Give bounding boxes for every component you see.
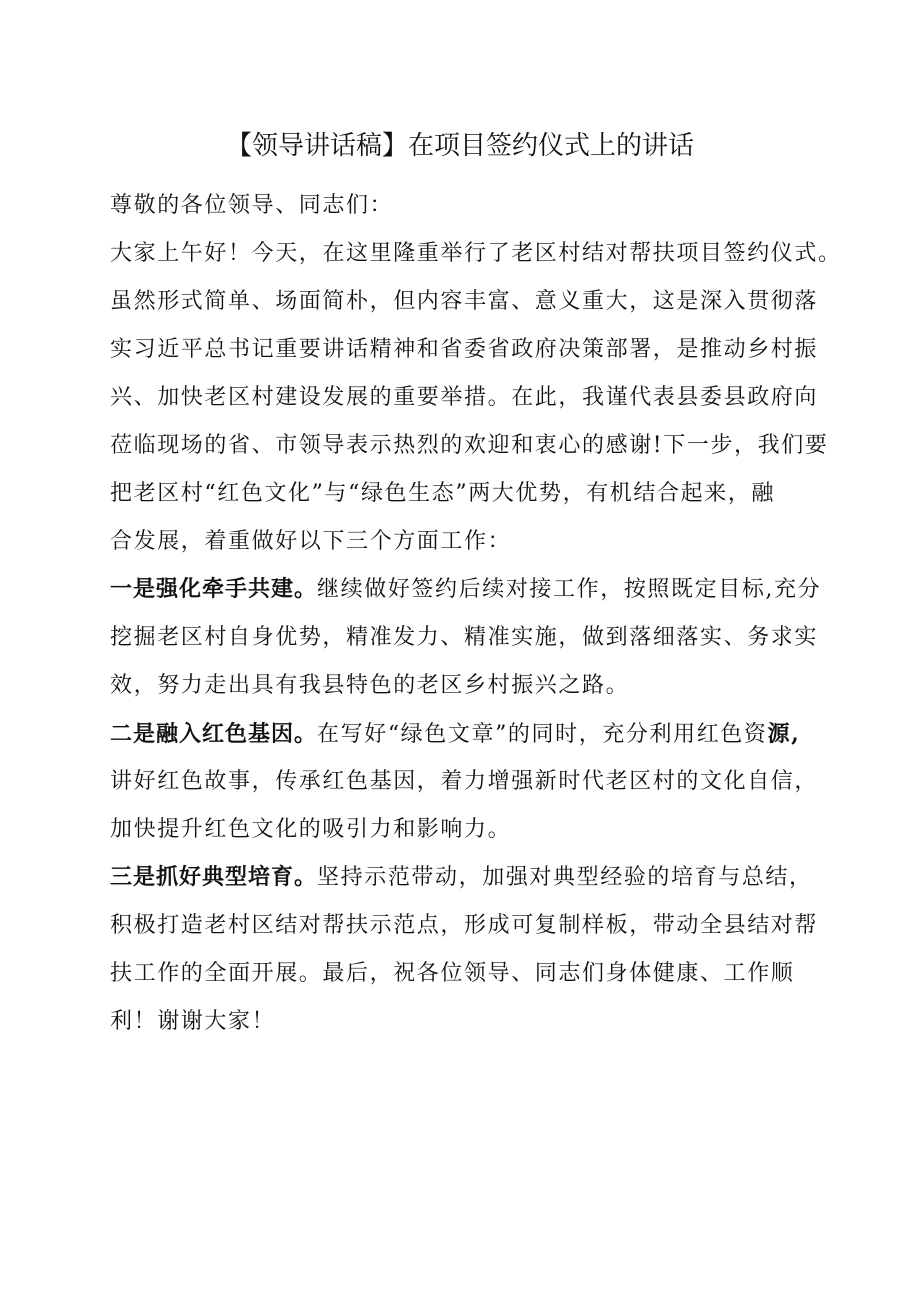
point-1-lead: 一是强化牵手共建。 [110,577,318,602]
point-3-line: 利！谢谢大家！ [110,1009,276,1034]
intro-line: 大家上午好！今天，在这里隆重举行了老区村结对帮扶项目签约仪式。 [110,241,842,266]
point-3-line: 扶工作的全面开展。最后，祝各位领导、同志们身体健康、工作顺 [110,961,795,986]
point-3-line: 积极打造老村区结对帮扶示范点，形成可复制样板，带动全县结对帮 [110,913,819,938]
point-2-line: 加快提升红色文化的吸引力和影响力。 [110,817,512,842]
intro-line: 虽然形式简单、场面简朴，但内容丰富、意义重大，这是深入贯彻落 [110,289,819,314]
intro-line: 实习近平总书记重要讲话精神和省委省政府决策部署，是推动乡村振 [110,337,819,362]
point-2-lead: 二是融入红色基因。 [110,722,318,747]
point-2-text-bold-tail: 源, [767,721,801,747]
point-2-first-line [110,710,800,759]
salutation: 尊敬的各位领导、同志们： [110,193,394,218]
point-1-line: 挖掘老区村自身优势，精准发力、精准实施，做到落细落实、务求实 [110,625,819,650]
point-3-lead: 三是抓好典型培育。 [110,865,318,890]
document-title: 【领导讲话稿】在项目签约仪式上的讲话 [225,131,694,161]
intro-line: 兴、加快老区村建设发展的重要举措。在此，我谨代表县委县政府向 [110,385,819,410]
intro-line: 把老区村“红色文化”与“绿色生态”两大优势，有机结合起来，融 [110,481,775,506]
point-3-text: 坚持示范带动，加强对典型经验的培育与总结， [317,865,813,890]
point-1-line: 效，努力走出具有我县特色的老区乡村振兴之路。 [110,673,630,698]
point-2-line: 讲好红色故事，传承红色基因，着力增强新时代老区村的文化自信， [110,769,819,794]
point-2-text: 在写好“绿色文章”的同时，充分利用红色资 [317,722,768,747]
point-3-first-line [110,854,813,902]
point-1-first-line [110,566,821,614]
intro-line: 莅临现场的省、市领导表示热烈的欢迎和衷心的感谢!下一步，我们要 [110,433,829,458]
point-1-text: 继续做好签约后续对接工作，按照既定目标,充分 [317,577,822,602]
intro-line: 合发展，着重做好以下三个方面工作： [110,529,512,554]
